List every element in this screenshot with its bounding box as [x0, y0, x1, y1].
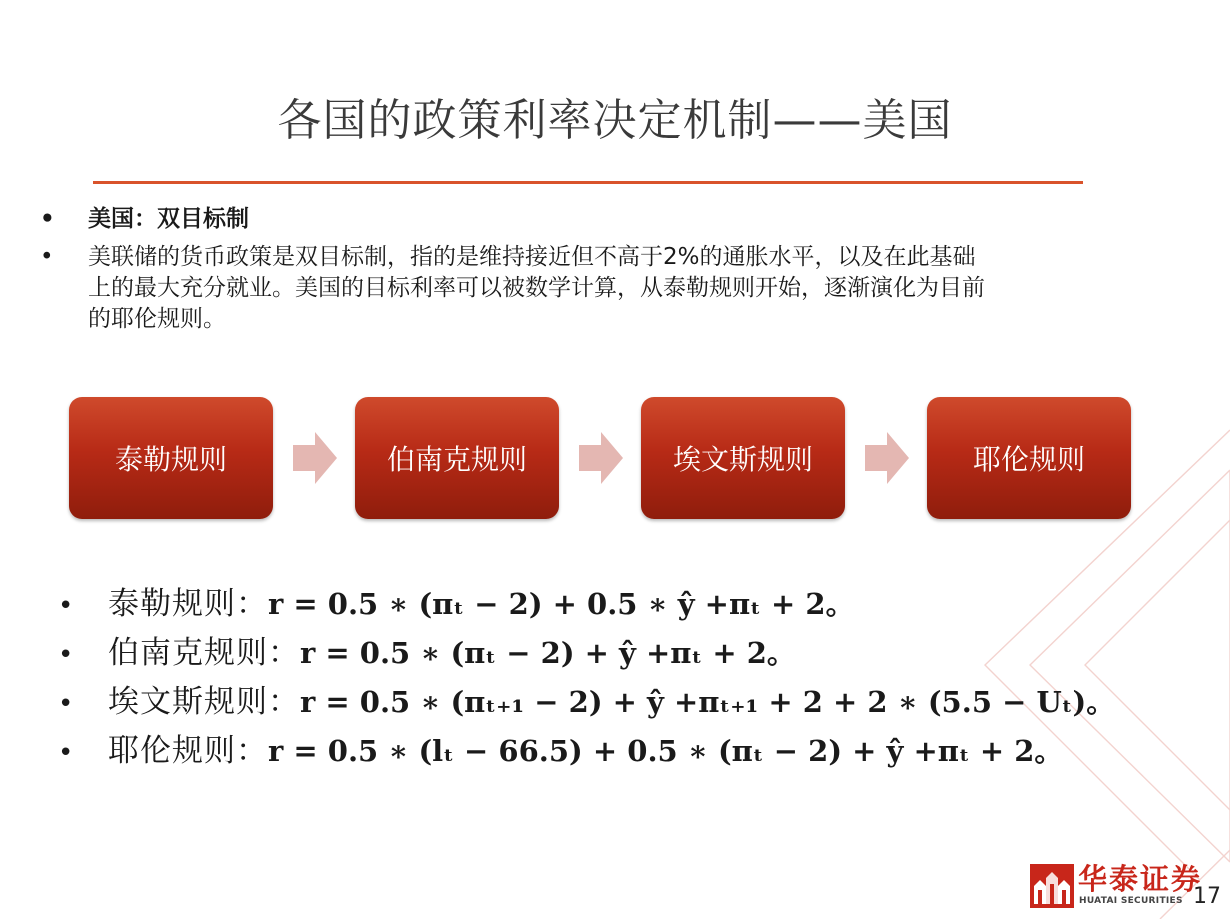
formula-item-evans: [58, 676, 1208, 725]
title-divider: [93, 181, 1083, 184]
intro-heading: 美国：双目标制: [88, 206, 249, 232]
flow-step-taylor: 泰勒规则: [69, 397, 273, 519]
arrow-right-icon: [865, 432, 909, 484]
page-title: 各国的政策利率决定机制——美国: [277, 95, 953, 146]
intro-body-line: 上的最大充分就业。美国的目标利率可以被数学计算，从泰勒规则开始，逐渐演化为目前: [88, 275, 985, 301]
formula-name: 泰勒规则：: [108, 586, 268, 622]
huatai-logo-icon: [1030, 864, 1074, 908]
bullet-dot-icon: •: [40, 206, 55, 232]
logo-text-en: HUATAI SECURITIES: [1079, 896, 1183, 906]
bullet-dot-icon: •: [58, 689, 74, 719]
formula-name: 伯南克规则：: [108, 635, 300, 671]
formula-item-yellen: [58, 725, 1208, 774]
formula-expression: r = 0.5 ∗ (πₜ − 2) + ŷ +πₜ + 2。: [300, 636, 796, 670]
flow-step-yellen: 耶伦规则: [927, 397, 1131, 519]
formula-list: [58, 578, 1208, 774]
bullet-dot-icon: •: [58, 640, 74, 670]
company-logo: [1030, 862, 1203, 912]
formula-name: 耶伦规则：: [108, 733, 268, 769]
arrow-right-icon: [579, 432, 623, 484]
intro-body-line: 美联储的货币政策是双目标制，指的是维持接近但不高于2%的通胀水平，以及在此基础: [88, 244, 976, 270]
arrow-right-icon: [293, 432, 337, 484]
intro-heading-item: [40, 204, 1160, 235]
page-number: 17: [1193, 884, 1221, 909]
intro-body-line: 的耶伦规则。: [88, 306, 226, 332]
formula-expression: r = 0.5 ∗ (lₜ − 66.5) + 0.5 ∗ (πₜ − 2) + ŷ +πₜ + 2。: [268, 734, 1064, 768]
logo-text-cn: 华泰证券: [1078, 862, 1203, 896]
bullet-dot-icon: •: [40, 244, 54, 270]
intro-body-item: [40, 242, 1160, 335]
formula-item-bernanke: [58, 627, 1208, 676]
formula-expression: r = 0.5 ∗ (πₜ₊₁ − 2) + ŷ +πₜ₊₁ + 2 + 2 ∗ (5.5 − Uₜ)。: [300, 685, 1116, 719]
flow-step-bernanke: 伯南克规则: [355, 397, 559, 519]
intro-bullets: [40, 204, 1160, 335]
bullet-dot-icon: •: [58, 591, 74, 621]
formula-expression: r = 0.5 ∗ (πₜ − 2) + 0.5 ∗ ŷ +πₜ + 2。: [268, 587, 855, 621]
formula-name: 埃文斯规则：: [108, 684, 300, 720]
flow-step-evans: 埃文斯规则: [641, 397, 845, 519]
formula-item-taylor: [58, 578, 1208, 627]
bullet-dot-icon: •: [58, 738, 74, 768]
